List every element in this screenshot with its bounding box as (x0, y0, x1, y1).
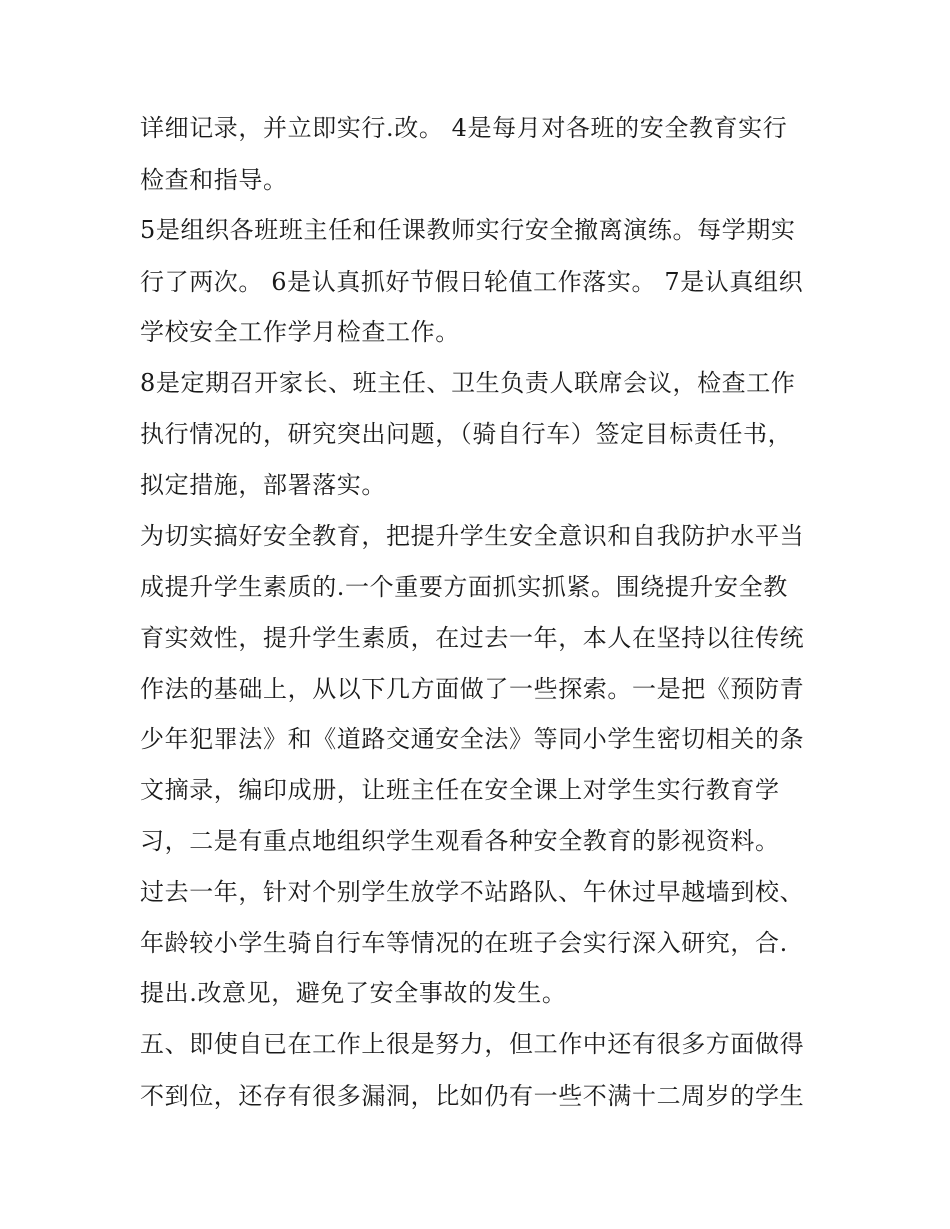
text-line: 行了两次。 6是认真抓好节假日轮值工作落实。 7是认真组织 (140, 268, 804, 296)
text-line: 8是定期召开家长、班主任、卫生负责人联席会议，检查工作 (140, 369, 796, 397)
text-line: 拟定措施，部署落实。 (140, 471, 386, 499)
text-line: 过去一年，针对个别学生放学不站路队、午休过早越墙到校、 (140, 878, 805, 906)
text-line: 五、即使自已在工作上很是努力，但工作中还有很多方面做得 (140, 1030, 805, 1058)
text-line: 学校安全工作学月检查工作。 (140, 318, 460, 346)
text-line: 习，二是有重点地组织学生观看各种安全教育的影视资料。 (140, 827, 780, 855)
text-line: 5是组织各班班主任和任课教师实行安全撤离演练。每学期实 (140, 216, 796, 244)
text-line: 不到位，还存有很多漏洞，比如仍有一些不满十二周岁的学生 (140, 1082, 805, 1110)
text-line: 少年犯罪法》和《道路交通安全法》等同小学生密切相关的条 (140, 725, 805, 753)
text-line: 详细记录，并立即实行.改。 4是每月对各班的安全教育实行 (140, 114, 788, 142)
text-line: 育实效性，提升学生素质，在过去一年，本人在坚持以往传统 (140, 624, 805, 652)
text-line: 为切实搞好安全教育，把提升学生安全意识和自我防护水平当 (140, 522, 805, 550)
text-line: 作法的基础上，从以下几方面做了一些探索。一是把《预防青 (140, 675, 805, 703)
text-line: 成提升学生素质的.一个重要方面抓实抓紧。围绕提升安全教 (140, 573, 788, 601)
text-line: 文摘录，编印成册，让班主任在安全课上对学生实行教育学 (140, 776, 780, 804)
text-line: 执行情况的，研究突出问题，（骑自行车）签定目标责任书， (140, 420, 793, 448)
text-line: 提出.改意见，避免了安全事故的发生。 (140, 979, 567, 1007)
text-line: 检查和指导。 (140, 166, 288, 194)
text-line: 年龄较小学生骑自行车等情况的在班子会实行深入研究，合. (140, 929, 788, 957)
